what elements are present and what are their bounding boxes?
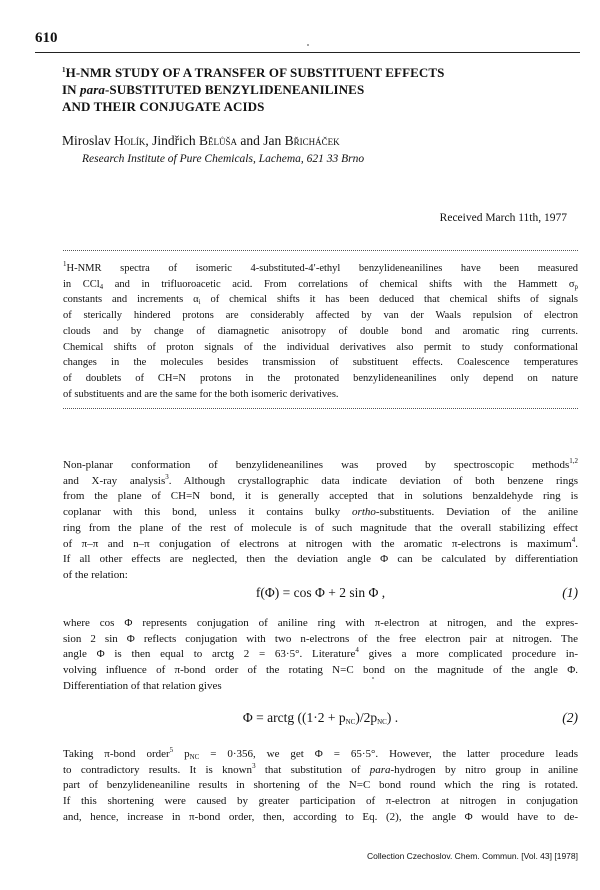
title-line-2: IN para-SUBSTITUTED BENZYLIDENEANILINES [62,82,365,97]
title-line-1: $^1$H-NMR STUDY OF A TRANSFER OF SUBSTITUENT EFFECTS [62,65,445,80]
title-superscript: 1 [62,66,66,74]
affiliation: Research Institute of Pure Chemicals, Lachema, 621 33 Brno [82,153,365,165]
body-paragraph-2: where cos Φ represents conjugation of aniline ring with π-electron at nitrogen, and the expres- sion 2 sin Φ reflects conjugation with two n-electrons of the free electron pair at nitrogen. The angle Φ is then equal to arctg 2 = 63·5°. Literature$^4$ gives a more complicated procedure in- volving influence of π-bond order of the rotating N=C bond on the magnitude of the angle Φ. Differentiation of that relation gives [63,617,578,692]
scan-speck [307,44,309,46]
author-surname: Holík [114,133,146,148]
equation-2 [63,710,578,732]
body-paragraph-3: Taking π-bond order$^5$ $p_{NC} = 0\cdot 356$, we get Φ = 65·5°. However, the latter procedure leads to contradictory results. It is known$^3$ that substitution of para-hydrogen by nitro group in aniline part of benzylideneaniline results in shortening of the N=C bond round which the ring is rotated. If this shortening were caused by greater participation of π-electron at nitrogen in conjugation and, hence, increase in π-bond order, then, according to Eq. (2), the angle Φ would have to de- [63,746,579,823]
abstract-top-rule [63,250,578,251]
page-number: 610 [35,30,58,46]
author-surname: Břicháček [284,133,340,148]
equation-1 [63,585,578,607]
received-date: Received March 11th, 1977 [439,212,567,224]
equation-2-body: Φ = arctg $((1\cdot 2 + p_{NC})/2p_{NC})$ . [242,710,399,726]
author-list: Miroslav Holík, Jindřich Bělůša and Jan Břicháček [62,133,340,148]
header-rule [35,52,580,53]
title-line-3: AND THEIR CONJUGATE ACIDS [62,99,265,114]
body-paragraph-1: Non-planar conformation of benzylideneanilines was proved by spectroscopic methods$^{1,2}$ and X-ray analysis$^3$. Although crystallographic data indicate deviation of both benzene rings from the plane of CH=N bond, it is generally accepted that in solutions benzaldehyde ring is coplanar with this bond, unless it contains bulky ortho-substituents. Deviation of the aniline ring from the plane of the rest of molecule is of such magnitude that the overall stabilizing effect of π–π and n–π conjugation of electrons at nitrogen with the aromatic π-electrons is maximum$^4$. If all other effects are neglected, then the deviation angle Φ can be calculated by differentiation of the relation: [63,457,578,581]
equation-2-number: (2) [562,710,578,725]
author-surname: Bělůša [199,133,238,148]
article-title [62,64,582,115]
abstract-bottom-rule [63,408,578,409]
equation-1-number: (1) [562,585,578,600]
scan-speck [372,677,374,679]
abstract: $^1$H-NMR spectra of isomeric 4-substituted-4′-ethyl benzylideneanilines have been measured in CCl$_4$ and in trifluoroacetic acid. From correlations of chemical shifts with the Hammett $\sigma_p$ constants and increments $\alpha_i$ of chemical shifts it has been deduced that chemical shifts of signals of sterically hindered protons are considerably affected by van der Waals repulsion of electron clouds and by change of diamagnetic anisotropy of double bond and aromatic ring currents. Chemical shifts of proton signals of the individual derivatives also permit to study conformational changes in the molecules besides transmission of substituent effects. Coalescence temperatures of doublets of CH=N protons in the protonated benzylideneanilines only depend on nature of substituents and are the same for the both isomeric derivatives. [63,260,578,400]
journal-footer: Collection Czechoslov. Chem. Commun. [Vol. 43] [1978] [366,851,578,861]
equation-1-body: f(Φ) = cos Φ + 2 sin Φ , [255,585,386,600]
